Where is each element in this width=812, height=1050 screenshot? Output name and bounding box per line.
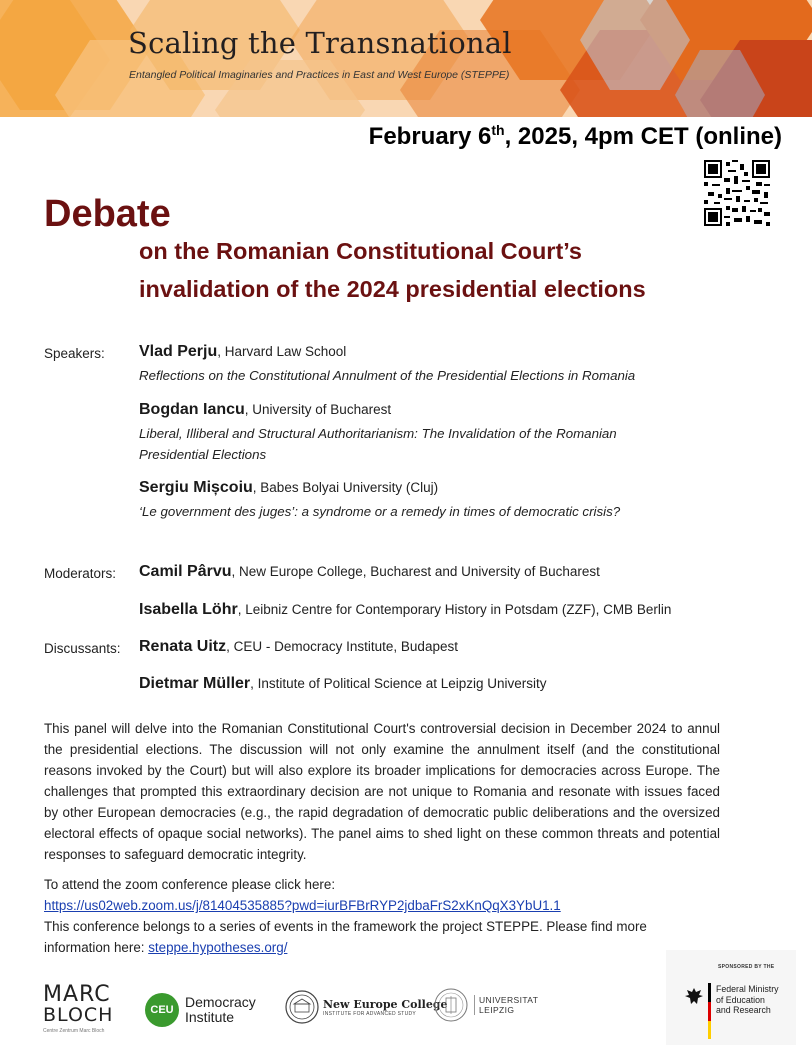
- moderator-affiliation: , New Europe College, Bucharest and University of Bucharest: [231, 564, 600, 579]
- zoom-link-line: [44, 895, 561, 916]
- leipzig-line-1: UNIVERSITAT: [479, 995, 539, 1005]
- date-rest: , 2025, 4pm CET (online): [504, 123, 782, 150]
- discussant-1: [139, 638, 458, 656]
- new-europe-college-logo: [285, 990, 448, 1024]
- discussants-label: Discussants:: [44, 641, 121, 656]
- bmbf-sponsored-label: SPONSORED BY THE: [718, 964, 775, 970]
- speaker-affiliation: , Babes Bolyai University (Cluj): [252, 480, 439, 495]
- moderator-1: [139, 563, 600, 581]
- speaker-3: [139, 479, 438, 497]
- speaker-name: Bogdan Iancu: [139, 401, 245, 418]
- nec-text: [323, 998, 448, 1017]
- nec-seal-icon: [285, 990, 319, 1024]
- moderator-name: Camil Pârvu: [139, 563, 232, 580]
- event-description: This panel will delve into the Romanian Constitutional Court's controversial decision in December 2024 to annul the presidential elections. The discussion will not only examine the annulment itself (and the constitutional reasons invoked by the Court) but will also explore its broader implications for democracies across Europe. The challenges that prompted this extraordinary decision are not unique to Romania and resonate with issues faced by other European democracies (e.g., the rapid degradation of democratic public deliberations and the oversized electoral effects of opaque social networks). The panel aims to shed light on these common threats and potential responses to safeguard democratic integrity.: [44, 721, 720, 862]
- speaker-affiliation: , University of Bucharest: [244, 402, 392, 417]
- marc-bloch-bottom: BLOCH: [43, 1004, 114, 1026]
- leipzig-text: [474, 995, 538, 1015]
- german-flag-stripe-icon: [708, 983, 711, 1039]
- leipzig-line-2: LEIPZIG: [479, 1005, 515, 1015]
- event-date: [369, 122, 782, 151]
- zoom-link[interactable]: https://us02web.zoom.us/j/81404535885?pwd=iurBFBrRYP2jdbaFrS2xKnQqX3YbU1.1: [44, 898, 561, 913]
- steppe-link[interactable]: steppe.hypotheses.org/: [148, 940, 288, 955]
- moderator-name: Isabella Löhr: [139, 601, 238, 618]
- moderator-2: [139, 601, 671, 619]
- discussant-2: [139, 675, 547, 693]
- header-banner: [0, 0, 812, 117]
- date-main: February 6: [368, 123, 492, 150]
- speaker-affiliation: , Harvard Law School: [217, 344, 347, 359]
- subtitle-line-2: invalidation of the 2024 presidential elections: [139, 276, 646, 302]
- discussant-affiliation: , Institute of Political Science at Leipzig University: [250, 676, 547, 691]
- ceu-text: [185, 995, 256, 1025]
- bmbf-line-2: of Education: [716, 994, 765, 1005]
- series-info-prefix: information here:: [44, 940, 149, 955]
- series-info-line-1: This conference belongs to a series of events in the framework the project STEPPE. Please find more: [44, 919, 647, 934]
- discussant-name: Renata Uitz: [139, 638, 227, 655]
- bmbf-line-1: Federal Ministry: [716, 984, 779, 994]
- bmbf-name: [716, 984, 779, 1016]
- moderator-affiliation: , Leibniz Centre for Contemporary History in Potsdam (ZZF), CMB Berlin: [237, 602, 672, 617]
- speaker-talk-title: ‘Le government des juges’: a syndrome or a remedy in times of democratic crisis?: [139, 504, 621, 519]
- bmbf-sponsor-logo: [666, 950, 796, 1045]
- speaker-talk-title: Reflections on the Constitutional Annulment of the Presidential Elections in Romania: [139, 368, 636, 383]
- banner-subtitle: Entangled Political Imaginaries and Practices in East and West Europe (STEPPE): [129, 69, 510, 81]
- nec-subtitle: INSTITUTE FOR ADVANCED STUDY: [323, 1010, 417, 1017]
- ceu-line-1: Democracy: [185, 994, 256, 1010]
- marc-bloch-logo: [43, 982, 123, 1034]
- speaker-name: Sergiu Mișcoiu: [139, 479, 253, 496]
- speaker-talk-title: Liberal, Illiberal and Structural Authoritarianism: The Invalidation of the Romanian Presidential Elections: [139, 426, 617, 462]
- page-title: Debate: [44, 193, 171, 235]
- banner-title: Scaling the Transnational: [128, 26, 512, 60]
- date-superscript: th: [491, 122, 505, 138]
- speakers-label: Speakers:: [44, 346, 105, 361]
- federal-eagle-icon: [684, 986, 704, 1006]
- leipzig-seal-icon: [434, 988, 468, 1022]
- speaker-1: [139, 343, 346, 361]
- zoom-intro: To attend the zoom conference please click here:: [44, 877, 336, 892]
- qr-code-icon[interactable]: [704, 160, 770, 226]
- discussant-affiliation: , CEU - Democracy Institute, Budapest: [226, 639, 458, 654]
- ceu-badge: CEU: [145, 993, 179, 1027]
- leipzig-university-logo: [434, 988, 538, 1022]
- marc-bloch-top: MARC: [43, 982, 111, 1007]
- moderators-label: Moderators:: [44, 566, 117, 581]
- ceu-line-2: Institute: [185, 1009, 235, 1025]
- speaker-2: [139, 401, 391, 419]
- discussant-name: Dietmar Müller: [139, 675, 251, 692]
- marc-bloch-small: Centre Zentrum Marc Bloch: [43, 1028, 105, 1034]
- speaker-name: Vlad Perju: [139, 343, 218, 360]
- subtitle-line-1: on the Romanian Constitutional Court’s: [139, 238, 583, 264]
- nec-name: New Europe College: [323, 997, 448, 1011]
- ceu-logo: [145, 992, 256, 1028]
- bmbf-line-3: and Research: [716, 1005, 771, 1015]
- series-info-line-2: [44, 937, 287, 958]
